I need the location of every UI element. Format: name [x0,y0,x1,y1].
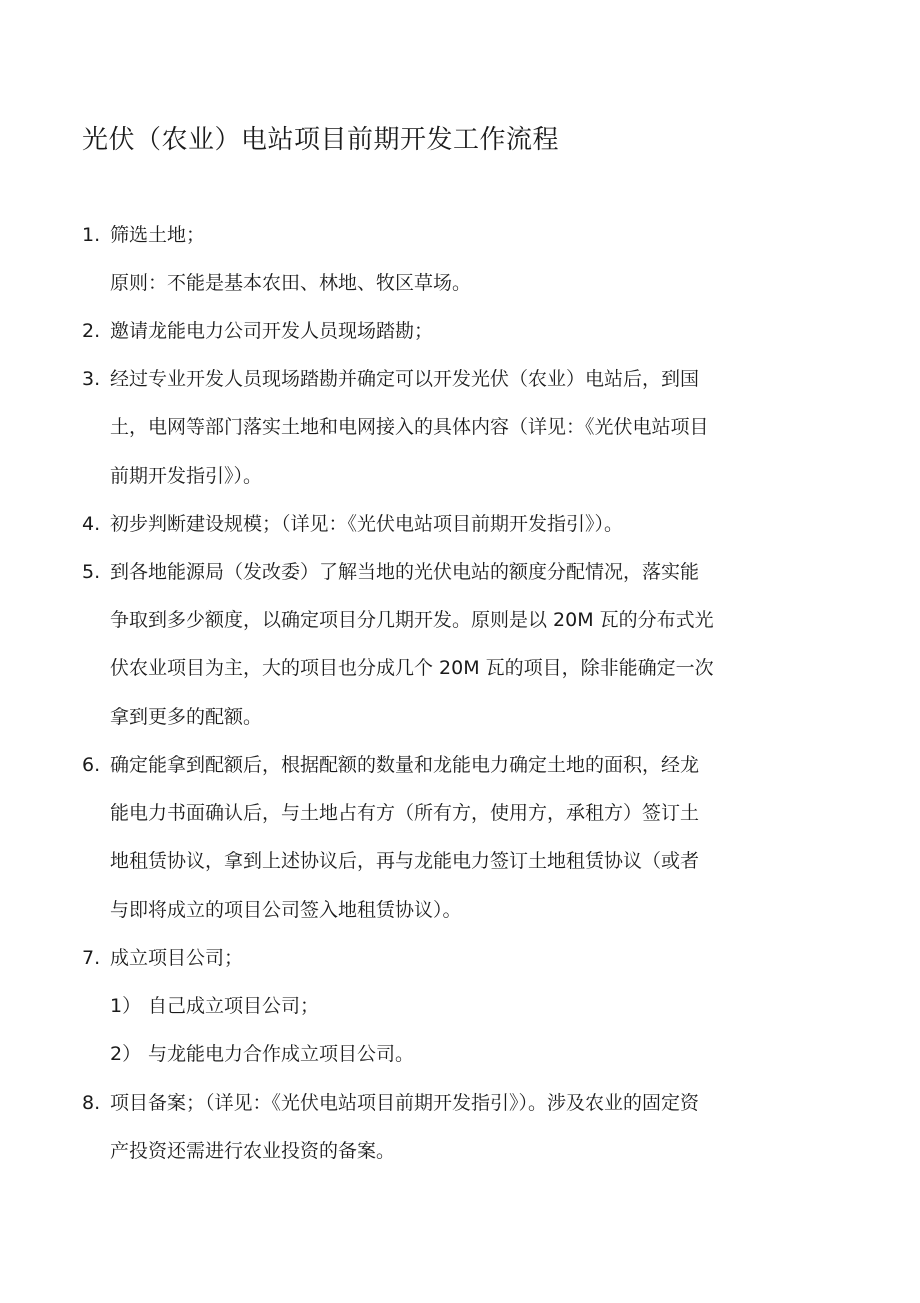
item-line: 地租赁协议，拿到上述协议后，再与龙能电力签订土地租赁协议（或者 [110,850,700,872]
item-line: 能电力书面确认后，与土地占有方（所有方，使用方，承租方）签订土 [110,802,700,824]
item-number: 4. [82,513,101,535]
item-line: 经过专业开发人员现场踏勘并确定可以开发光伏（农业）电站后，到国 [110,368,700,390]
item-number: 8. [82,1092,101,1114]
item-line: 与即将成立的项目公司签入地租赁协议）。 [110,899,462,921]
item-line: 争取到多少额度，以确定项目分几期开发。原则是以 20M 瓦的分布式光 [110,609,714,631]
item-line: 筛选土地； [110,224,206,246]
item-number: 1. [82,224,101,246]
sub-item-number: 1） [110,995,142,1017]
item-line: 前期开发指引》）。 [110,465,263,487]
item-number: 6. [82,754,101,776]
sub-item-line: 与龙能电力合作成立项目公司。 [148,1043,415,1065]
item-line: 到各地能源局（发改委）了解当地的光伏电站的额度分配情况，落实能 [110,561,700,583]
item-number: 2. [82,320,101,342]
document-title: 光伏（农业）电站项目前期开发工作流程 [82,125,560,155]
item-line: 成立项目公司； [110,947,244,969]
item-line: 土，电网等部门落实土地和电网接入的具体内容（详见：《光伏电站项目 [110,416,709,438]
item-line: 伏农业项目为主，大的项目也分成几个 20M 瓦的项目，除非能确定一次 [110,657,714,679]
sub-item-line: 自己成立项目公司； [148,995,320,1017]
item-line: 拿到更多的配额。 [110,706,263,728]
item-line: 确定能拿到配额后，根据配额的数量和龙能电力确定土地的面积，经龙 [110,754,700,776]
item-line: 邀请龙能电力公司开发人员现场踏勘； [110,320,434,342]
item-line: 初步判断建设规模；（详见：《光伏电站项目前期开发指引》）。 [110,513,624,535]
sub-item-number: 2） [110,1043,142,1065]
item-line: 项目备案；（详见：《光伏电站项目前期开发指引》）。涉及农业的固定资 [110,1092,700,1114]
item-number: 7. [82,947,101,969]
item-number: 5. [82,561,101,583]
item-line: 原则：不能是基本农田、林地、牧区草场。 [110,272,472,294]
item-line: 产投资还需进行农业投资的备案。 [110,1140,396,1162]
item-number: 3. [82,368,101,390]
